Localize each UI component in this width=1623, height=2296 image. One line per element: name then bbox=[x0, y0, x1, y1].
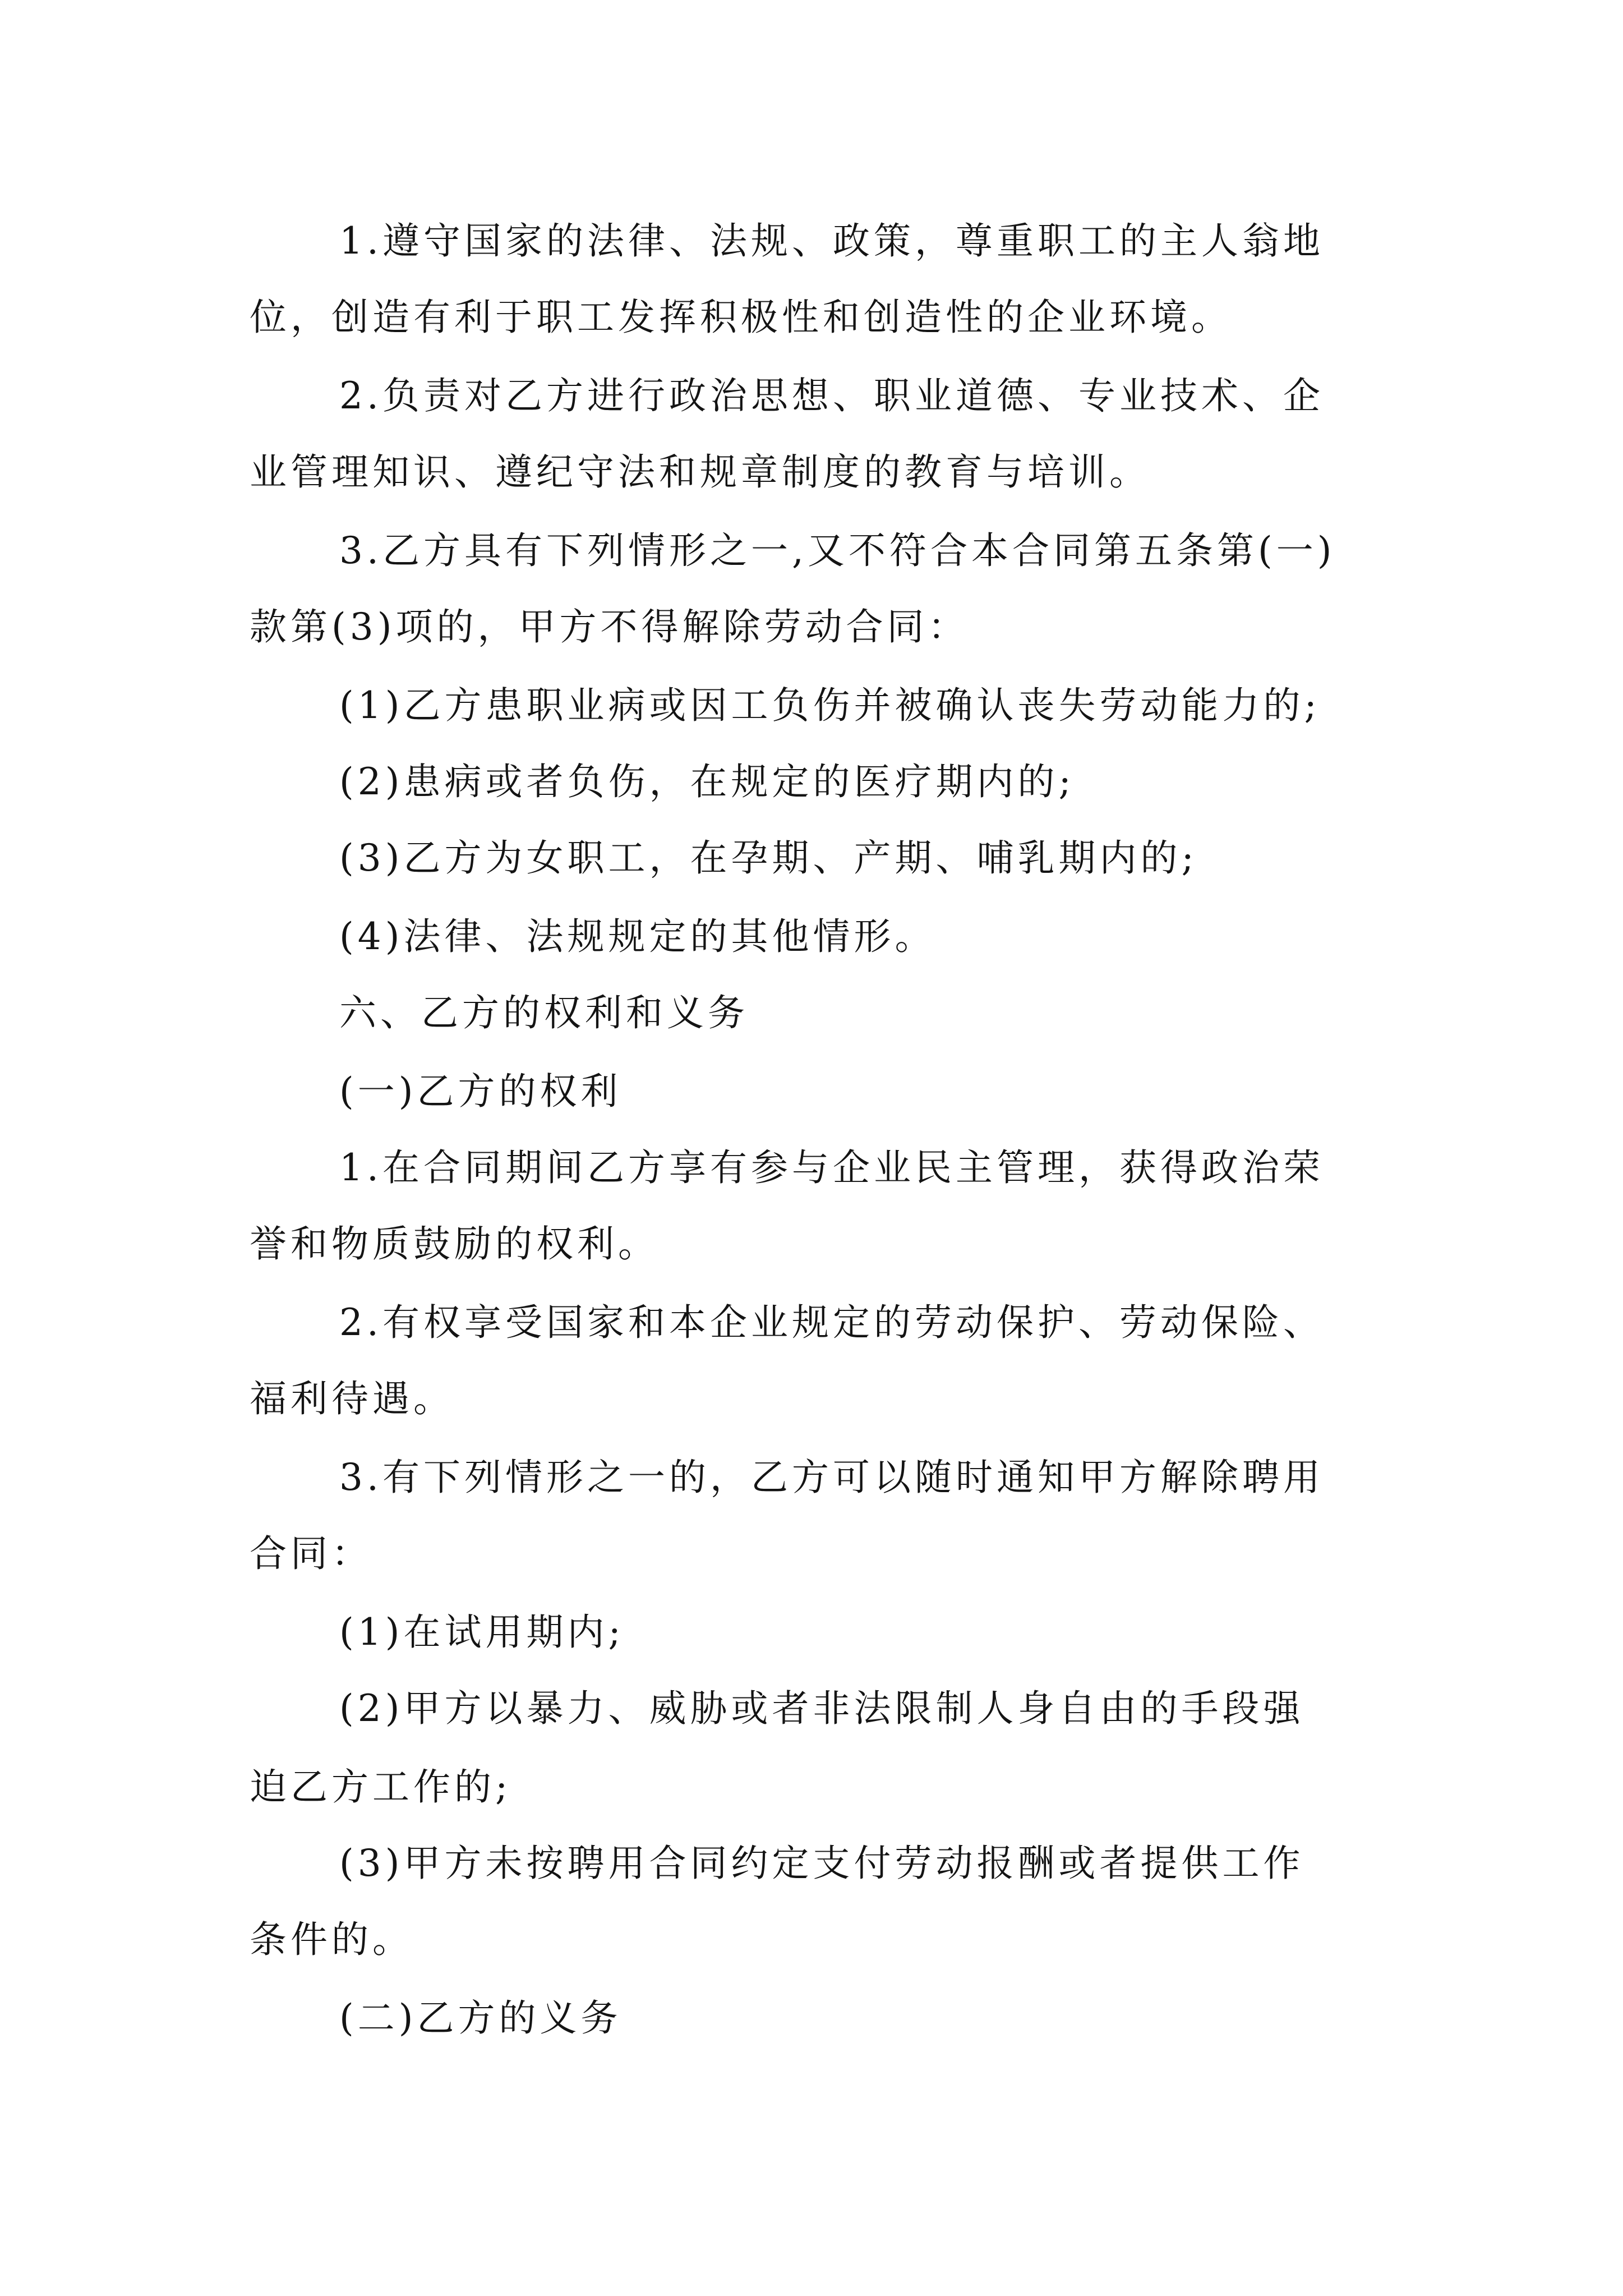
paragraph-line: 条件的。 bbox=[250, 1918, 413, 1961]
paragraph-line: 1.在合同期间乙方享有参与企业民主管理，获得政治荣 bbox=[339, 1146, 1324, 1189]
paragraph-line: 福利待遇。 bbox=[250, 1377, 454, 1420]
paragraph-line: (3)乙方为女职工，在孕期、产期、哺乳期内的; bbox=[339, 836, 1198, 880]
paragraph-line: 3.有下列情形之一的，乙方可以随时通知甲方解除聘用 bbox=[339, 1456, 1324, 1499]
paragraph-line: 位，创造有利于职工发挥积极性和创造性的企业环境。 bbox=[250, 296, 1232, 339]
paragraph-line: 1.遵守国家的法律、法规、政策，尊重职工的主人翁地 bbox=[339, 219, 1324, 263]
paragraph-line: (3)甲方未按聘用合同约定支付劳动报酬或者提供工作 bbox=[339, 1842, 1304, 1885]
paragraph-line: (2)患病或者负伤，在规定的医疗期内的; bbox=[339, 760, 1075, 803]
paragraph-line: 款第(3)项的，甲方不得解除劳动合同： bbox=[250, 605, 969, 648]
paragraph-line: 业管理知识、遵纪守法和规章制度的教育与培训。 bbox=[250, 450, 1150, 494]
paragraph-line: 迫乙方工作的; bbox=[250, 1765, 512, 1809]
paragraph-line: 2.有权享受国家和本企业规定的劳动保护、劳动保险、 bbox=[339, 1301, 1324, 1344]
paragraph-line: (4)法律、法规规定的其他情形。 bbox=[339, 915, 936, 958]
paragraph-line: (1)在试用期内; bbox=[339, 1611, 625, 1654]
paragraph-line: 誉和物质鼓励的权利。 bbox=[250, 1222, 659, 1266]
section-heading: 六、乙方的权利和义务 bbox=[339, 991, 749, 1034]
paragraph-line: 3.乙方具有下列情形之一,又不符合本合同第五条第(一) bbox=[339, 529, 1336, 572]
paragraph-line: 2.负责对乙方进行政治思想、职业道德、专业技术、企 bbox=[339, 374, 1324, 417]
paragraph-line: (2)甲方以暴力、威胁或者非法限制人身自由的手段强 bbox=[339, 1687, 1304, 1730]
subsection-heading: (一)乙方的权利 bbox=[339, 1070, 622, 1113]
paragraph-line: (1)乙方患职业病或因工负伤并被确认丧失劳动能力的; bbox=[339, 684, 1321, 727]
subsection-heading: (二)乙方的义务 bbox=[339, 1996, 622, 2040]
paragraph-line: 合同： bbox=[250, 1532, 372, 1575]
